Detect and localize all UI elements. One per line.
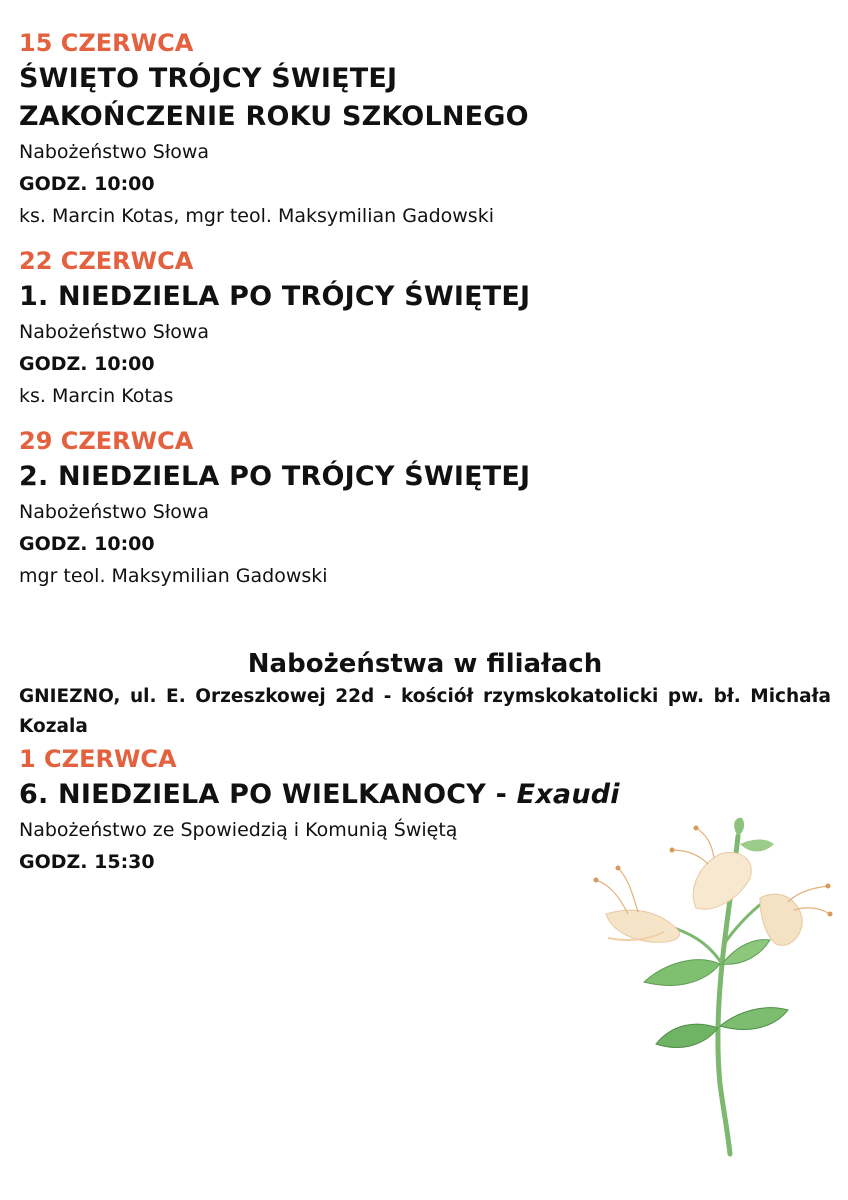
event-leaders: mgr teol. Maksymilian Gadowski [19,565,328,587]
event-service: Nabożeństwo Słowa [19,501,210,523]
event-time: GODZ. 10:00 [19,353,155,375]
event-time: GODZ. 10:00 [19,533,155,555]
event-date: 22 CZERWCA [19,247,194,275]
event-date: 29 CZERWCA [19,427,194,455]
event-29-june [19,424,831,592]
event-15-june [19,26,831,232]
filial-event-title-main: 6. NIEDZIELA PO WIELKANOCY - [19,779,517,810]
filial-event-title [19,776,831,814]
event-leaders: ks. Marcin Kotas [19,385,174,407]
filial-event-title-italic: Exaudi [516,779,620,810]
filial-event-time: GODZ. 15:30 [19,851,155,873]
event-title-line-1: ŚWIĘTO TRÓJCY ŚWIĘTEJ [19,63,398,94]
filials-place: GNIEZNO, ul. E. Orzeszkowej 22d - kościół rzymskokatolicki pw. bł. Michała Kozala [19,686,831,737]
event-date: 15 CZERWCA [19,29,194,57]
event-service: Nabożeństwo Słowa [19,321,210,343]
honeysuckle-flower-icon [588,814,834,1160]
filial-event-service: Nabożeństwo ze Spowiedzią i Komunią Świętą [19,819,458,841]
event-title: 1. NIEDZIELA PO TRÓJCY ŚWIĘTEJ [19,281,531,312]
event-leaders: ks. Marcin Kotas, mgr teol. Maksymilian Gadowski [19,205,494,227]
filials-heading: Nabożeństwa w filiałach [247,649,603,679]
event-service: Nabożeństwo Słowa [19,141,210,163]
event-time: GODZ. 10:00 [19,173,155,195]
filial-event-date: 1 CZERWCA [19,745,177,773]
event-22-june [19,244,831,412]
event-title: 2. NIEDZIELA PO TRÓJCY ŚWIĘTEJ [19,461,531,492]
event-title-line-2: ZAKOŃCZENIE ROKU SZKOLNEGO [19,101,529,132]
schedule-page [19,26,831,878]
